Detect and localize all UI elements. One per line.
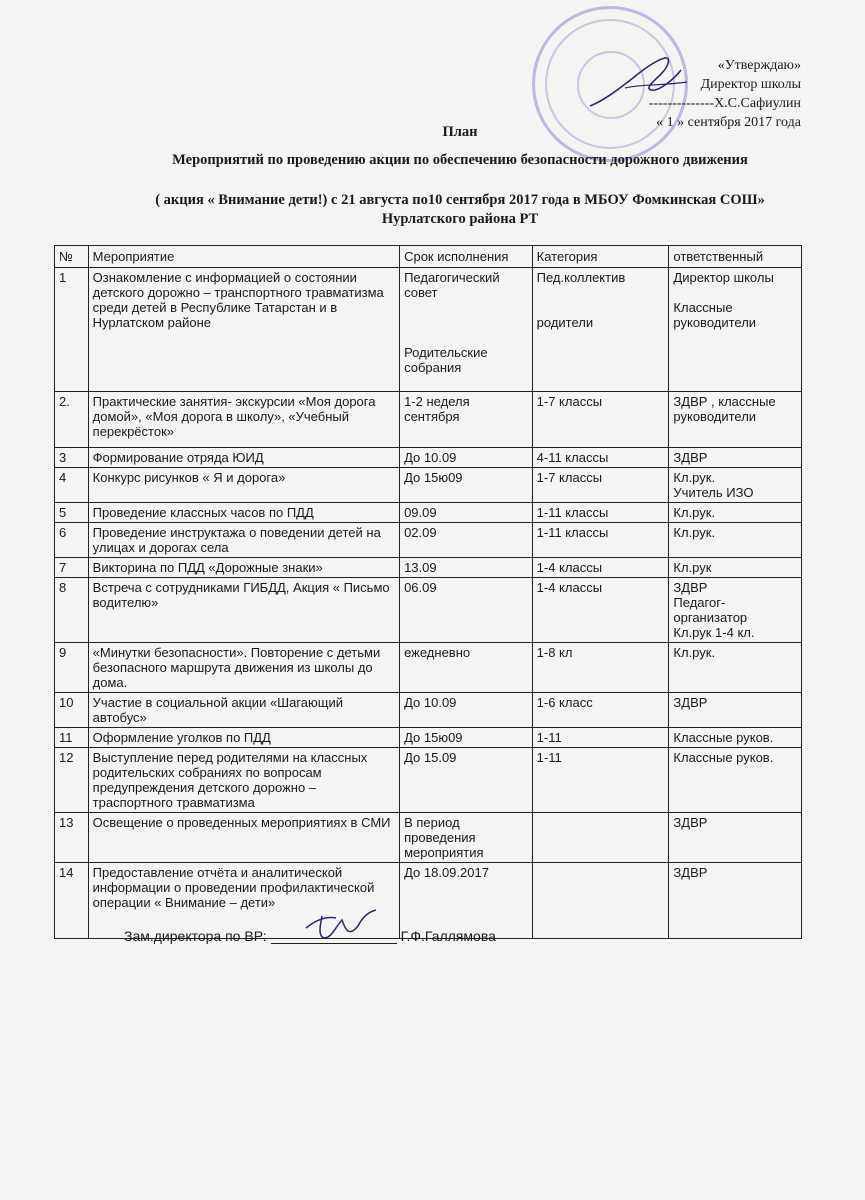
table-row xyxy=(55,392,802,448)
cell-num: 7 xyxy=(55,558,89,578)
cell-event: Викторина по ПДД «Дорожные знаки» xyxy=(88,558,399,578)
approval-block xyxy=(649,56,801,132)
approve-line-3: --------------Х.С.Сафиулин xyxy=(648,96,801,111)
cell-event: Ознакомление с информацией о состоянии детского дорожно – транспортного травматизма среди детей в Республике Татарстан и в Нурлатском районе xyxy=(88,268,399,392)
table-row xyxy=(55,468,802,503)
cell-responsible: Классные руков. xyxy=(669,748,802,813)
cell-responsible: ЗДВР xyxy=(669,863,802,939)
cell-event: Предоставление отчёта и аналитической информации о проведении профилактической операции « Внимание – дети» xyxy=(88,863,399,939)
cell-responsible: ЗДВР xyxy=(669,693,802,728)
cell-event: Участие в социальной акции «Шагающий автобус» xyxy=(88,693,399,728)
table-row xyxy=(55,748,802,813)
cell-event: Выступление перед родителями на классных родительских собраниях по вопросам предупреждения детского дорожно – траспортного травматизма xyxy=(88,748,399,813)
cell-responsible xyxy=(669,468,802,503)
cell-term: ежедневно xyxy=(400,643,533,693)
header-num: № xyxy=(55,246,89,268)
cell-term-line: Педагогический совет xyxy=(404,270,500,300)
table-header-row xyxy=(55,246,802,268)
cell-event: Проведение инструктажа о поведении детей на улицах и дорогах села xyxy=(88,523,399,558)
cell-term: До 15ю09 xyxy=(400,468,533,503)
doc-subtitle-line-3: Нурлатского района РТ xyxy=(381,211,539,227)
cell-term: До 10.09 xyxy=(400,448,533,468)
table-row xyxy=(55,523,802,558)
footer-name: Г.Ф.Галлямова xyxy=(400,928,496,944)
cell-term: До 18.09.2017 xyxy=(400,863,533,939)
cell-category: 1-11 классы xyxy=(532,523,669,558)
cell-category: 1-8 кл xyxy=(532,643,669,693)
cell-responsible: Классные руков. xyxy=(669,728,802,748)
cell-category: 1-11 классы xyxy=(532,503,669,523)
cell-responsible-line-2: Учитель ИЗО xyxy=(673,485,754,500)
plan-table xyxy=(54,245,802,939)
cell-num: 12 xyxy=(55,748,89,813)
table-row xyxy=(55,578,802,643)
cell-category xyxy=(532,268,669,392)
table-row xyxy=(55,448,802,468)
cell-category: 1-11 xyxy=(532,728,669,748)
table-row xyxy=(55,503,802,523)
cell-category: 1-4 классы xyxy=(532,558,669,578)
doc-heading: План xyxy=(442,124,478,140)
header-responsible: ответственный xyxy=(669,246,802,268)
cell-category: 1-7 классы xyxy=(532,392,669,448)
cell-event: Проведение классных часов по ПДД xyxy=(88,503,399,523)
cell-term: 06.09 xyxy=(400,578,533,643)
cell-num: 13 xyxy=(55,813,89,863)
cell-category: 4-11 классы xyxy=(532,448,669,468)
cell-num: 8 xyxy=(55,578,89,643)
cell-event: Практические занятия- экскурсии «Моя дорога домой», «Моя дорога в школу», «Учебный перекрёсток» xyxy=(88,392,399,448)
cell-responsible: ЗДВР , классные руководители xyxy=(669,392,802,448)
footer-signature-line xyxy=(124,928,496,944)
cell-term: До 15.09 xyxy=(400,748,533,813)
header-term: Срок исполнения xyxy=(400,246,533,268)
cell-responsible: Кл.рук. xyxy=(669,643,802,693)
cell-category xyxy=(532,863,669,939)
cell-term: В период проведения мероприятия xyxy=(400,813,533,863)
cell-term: До 10.09 xyxy=(400,693,533,728)
cell-category: 1-4 классы xyxy=(532,578,669,643)
cell-num: 1 xyxy=(55,268,89,392)
cell-responsible: ЗДВР xyxy=(669,448,802,468)
cell-category xyxy=(532,813,669,863)
cell-responsible xyxy=(669,578,802,643)
cell-num: 9 xyxy=(55,643,89,693)
cell-event: Оформление уголков по ПДД xyxy=(88,728,399,748)
cell-category: 1-6 класс xyxy=(532,693,669,728)
cell-term: До 15ю09 xyxy=(400,728,533,748)
cell-num: 11 xyxy=(55,728,89,748)
cell-responsible: Кл.рук. xyxy=(669,523,802,558)
cell-event: Формирование отряда ЮИД xyxy=(88,448,399,468)
cell-responsible: Кл.рук. xyxy=(669,503,802,523)
cell-responsible-line: ЗДВР xyxy=(673,580,708,595)
cell-category-line: Пед.коллектив xyxy=(536,270,626,285)
cell-event: Встреча с сотрудниками ГИБДД, Акция « Письмо водителю» xyxy=(88,578,399,643)
cell-responsible-line-3: Кл.рук 1-4 кл. xyxy=(673,625,755,640)
cell-responsible xyxy=(669,268,802,392)
footer-label: Зам.директора по ВР: xyxy=(124,928,267,944)
cell-term: 1-2 неделя сентября xyxy=(400,392,533,448)
approve-line-1: «Утверждаю» xyxy=(717,58,801,73)
table-row xyxy=(55,643,802,693)
cell-responsible-line: Директор школы xyxy=(673,270,774,285)
cell-responsible-line-2: Классные руководители xyxy=(673,300,757,330)
cell-term: 09.09 xyxy=(400,503,533,523)
header-event: Мероприятие xyxy=(88,246,399,268)
cell-term: 02.09 xyxy=(400,523,533,558)
cell-category: 1-7 классы xyxy=(532,468,669,503)
table-row xyxy=(55,813,802,863)
table-row xyxy=(55,693,802,728)
doc-subtitle-line-2: ( акция « Внимание дети!) с 21 августа по10 сентября 2017 года в МБОУ Фомкинская СОШ» xyxy=(155,192,765,208)
cell-responsible-line-2: Педагог-организатор xyxy=(673,595,748,625)
cell-num: 2. xyxy=(55,392,89,448)
cell-responsible: Кл.рук xyxy=(669,558,802,578)
doc-subtitle: Мероприятий по проведению акции по обеспечению безопасности дорожного движения xyxy=(172,152,748,168)
cell-num: 14 xyxy=(55,863,89,939)
cell-num: 5 xyxy=(55,503,89,523)
table-row xyxy=(55,728,802,748)
doc-subtitle-2 xyxy=(30,191,865,229)
cell-event: Конкурс рисунков « Я и дорога» xyxy=(88,468,399,503)
cell-num: 10 xyxy=(55,693,89,728)
cell-term xyxy=(400,268,533,392)
cell-num: 4 xyxy=(55,468,89,503)
cell-responsible-line: Кл.рук. xyxy=(673,470,716,485)
header-category: Категория xyxy=(532,246,669,268)
signature-blank xyxy=(271,929,397,944)
cell-event: «Минутки безопасности». Повторение с детьми безопасного маршрута движения из школы до дома. xyxy=(88,643,399,693)
cell-responsible: ЗДВР xyxy=(669,813,802,863)
cell-term: 13.09 xyxy=(400,558,533,578)
table-row xyxy=(55,558,802,578)
cell-category: 1-11 xyxy=(532,748,669,813)
cell-category-line-2: родители xyxy=(536,315,594,330)
approve-line-2: Директор школы xyxy=(700,77,801,92)
approve-line-4: « 1 » сентября 2017 года xyxy=(656,115,801,130)
cell-event: Освещение о проведенных мероприятиях в СМИ xyxy=(88,813,399,863)
table-row xyxy=(55,268,802,392)
cell-num: 3 xyxy=(55,448,89,468)
cell-term-line-2: Родительские собрания xyxy=(404,345,488,375)
cell-num: 6 xyxy=(55,523,89,558)
